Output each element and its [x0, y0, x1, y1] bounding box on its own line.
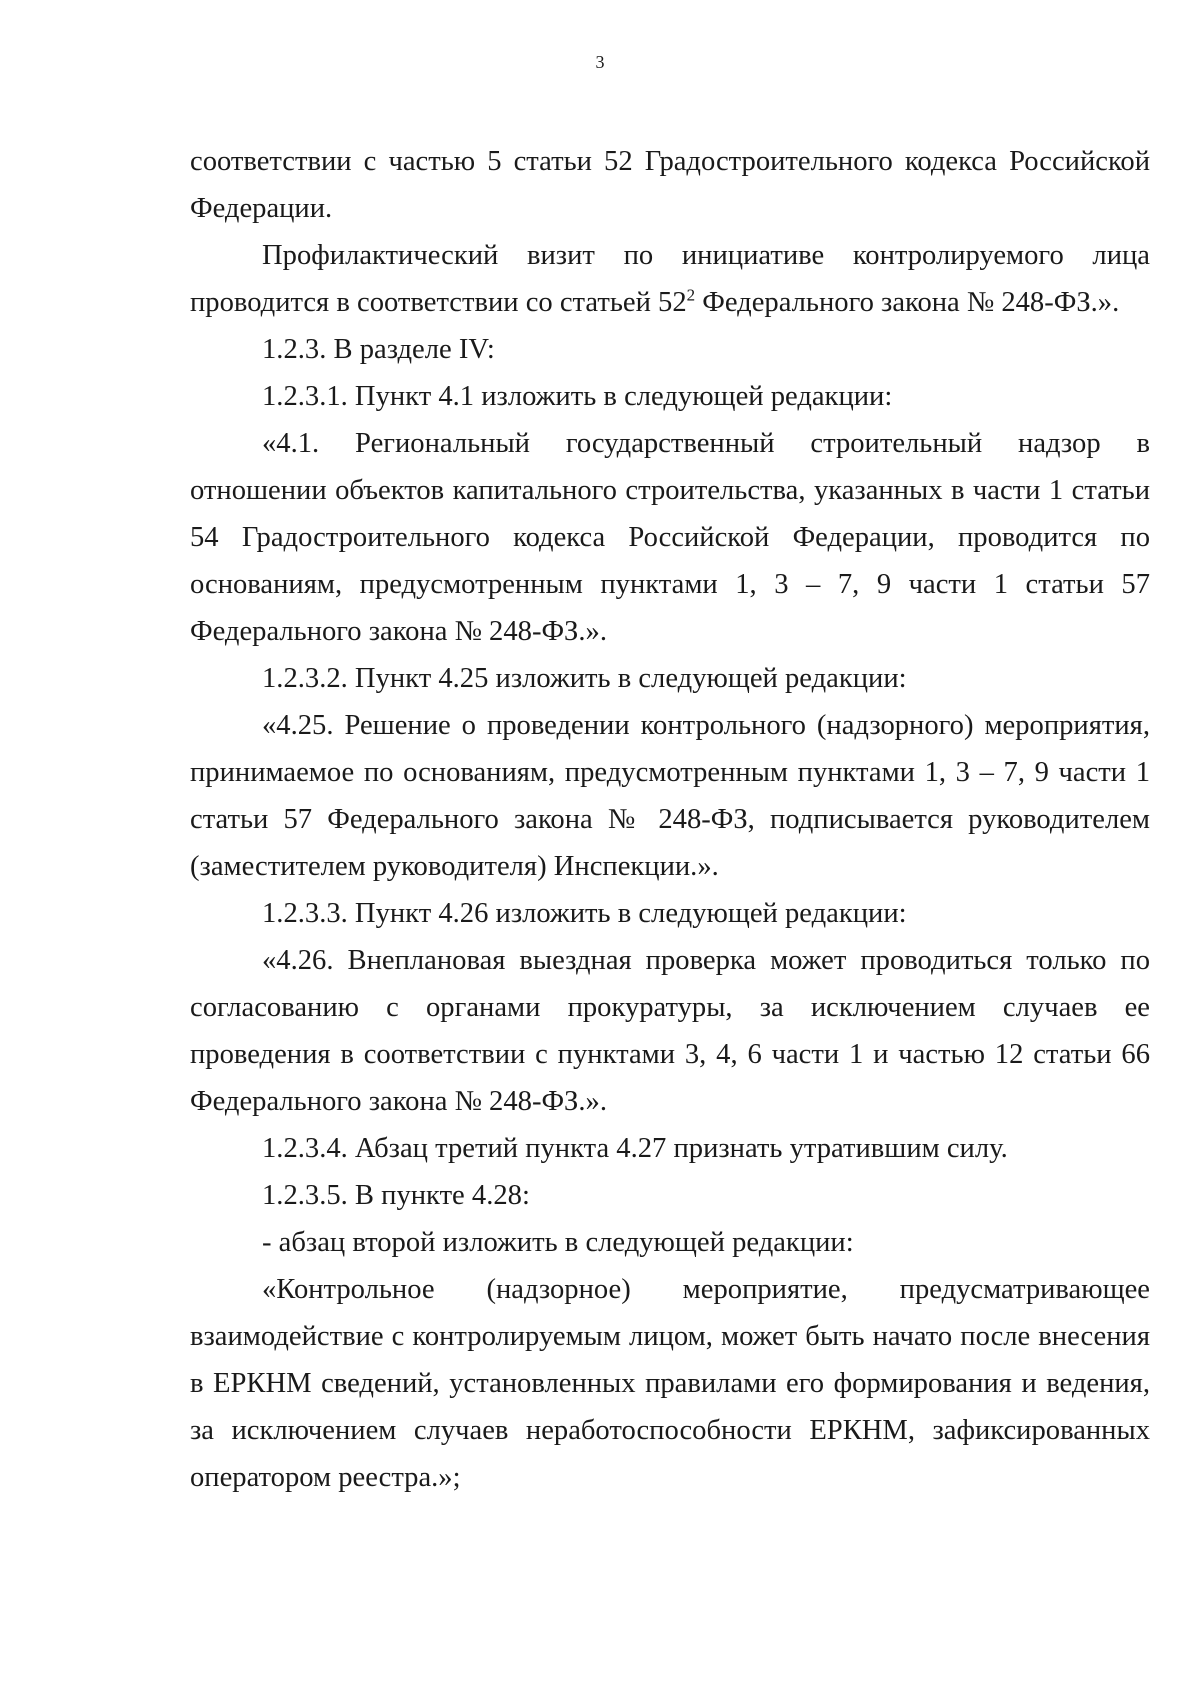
paragraph-13: «Контрольное (надзорное) мероприятие, предусматривающее взаимодействие с контролируемым лицом, может быть начато после внесения в ЕРКНМ сведений, установленных правилами его формирования и ведения, за исключением случаев неработоспособности ЕРКНМ, зафиксированных оператором реестра.»;	[190, 1274, 1150, 1493]
paragraph-7: «4.25. Решение о проведении контрольного (надзорного) мероприятия, принимаемое по основаниям, предусмотренным пунктами 1, 3 – 7, 9 части 1 статьи 57 Федерального закона № 248-ФЗ, подписывается руководителем (заместителем руководителя) Инспекции.».	[190, 710, 1150, 882]
paragraph-8: 1.2.3.3. Пункт 4.26 изложить в следующей редакции:	[262, 898, 907, 929]
paragraph-3: 1.2.3. В разделе IV:	[262, 334, 495, 365]
page-number: 3	[595, 52, 605, 72]
superscript: 2	[686, 285, 696, 305]
paragraph-10: 1.2.3.4. Абзац третий пункта 4.27 признать утратившим силу.	[262, 1133, 1008, 1164]
document-body	[190, 138, 1150, 1501]
paragraph-11: 1.2.3.5. В пункте 4.28:	[262, 1180, 530, 1211]
paragraph-2-tail: Федерального закона № 248-ФЗ.».	[695, 287, 1120, 318]
paragraph-2-text: Профилактический визит по инициативе контролируемого лица проводится в соответствии со статьей 52	[190, 240, 1150, 318]
paragraph-12: - абзац второй изложить в следующей редакции:	[262, 1227, 854, 1258]
paragraph-9: «4.26. Внеплановая выездная проверка может проводиться только по согласованию с органами прокуратуры, за исключением случаев ее проведения в соответствии с пунктами 3, 4, 6 части 1 и частью 12 статьи 66 Федерального закона № 248-ФЗ.».	[190, 945, 1150, 1117]
paragraph-6: 1.2.3.2. Пункт 4.25 изложить в следующей редакции:	[262, 663, 907, 694]
paragraph-2	[190, 232, 1150, 326]
paragraph-1: соответствии с частью 5 статьи 52 Градостроительного кодекса Российской Федерации.	[190, 146, 1150, 224]
paragraph-4: 1.2.3.1. Пункт 4.1 изложить в следующей редакции:	[262, 381, 893, 412]
paragraph-5: «4.1. Региональный государственный строительный надзор в отношении объектов капитального строительства, указанных в части 1 статьи 54 Градостроительного кодекса Российской Федерации, проводится по основаниям, предусмотренным пунктами 1, 3 – 7, 9 части 1 статьи 57 Федерального закона № 248-ФЗ.».	[190, 428, 1150, 647]
